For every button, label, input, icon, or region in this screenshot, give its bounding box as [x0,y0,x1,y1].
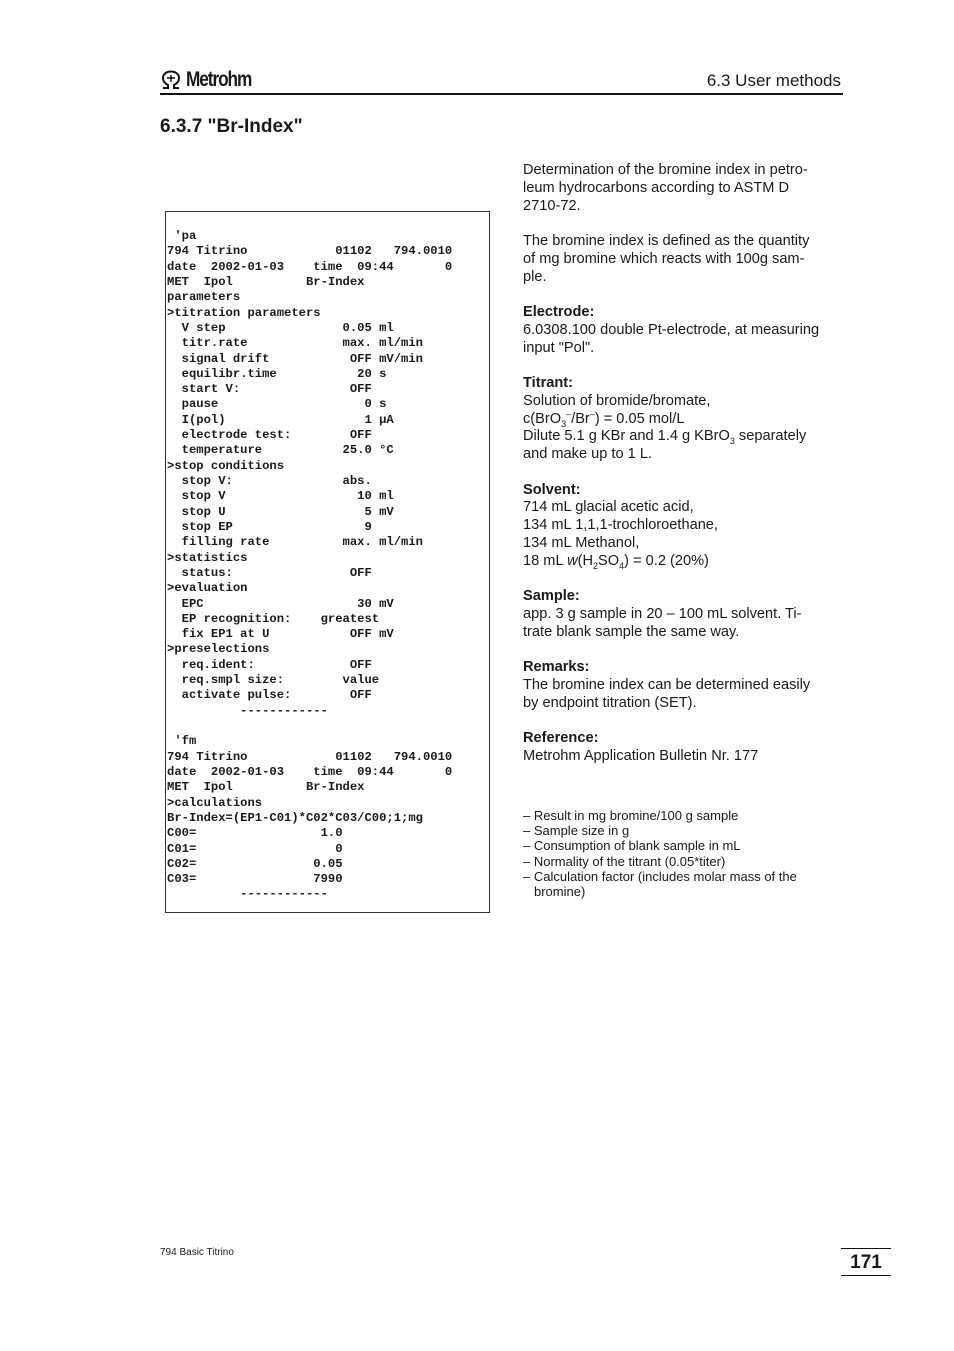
sample-line: trate blank sample the same way. [523,623,740,640]
solvent-line: 18 mL $w(H_2SO_4) = 0.2$ (20%) [523,552,709,571]
note-item: – Consumption of blank sample in mL [523,838,741,854]
definition-line: ple. [523,268,547,285]
reference-line: Metrohm Application Bulletin Nr. 177 [523,747,759,764]
calculation-notes [523,808,833,899]
titrant-line: and make up to 1 L. [523,446,652,463]
note-item: – Sample size in g [523,823,630,839]
page-number: 171 [841,1248,891,1276]
reference-heading: Reference: [523,730,599,747]
header-divider [160,93,843,95]
footer-doc-name: 794 Basic Titrino [160,1247,234,1258]
titrant-dilution: Dilute 5.1 g KBr and 1.4 g KBrO$_3$ separately [523,428,807,447]
titrant-concentration: c(BrO$_3$–/Br–) = 0.05 mol/L [523,408,685,429]
section-title: 6.3.7 "Br-Index" [160,116,303,137]
solvent-line: 714 mL glacial acetic acid, [523,499,694,516]
note-item: – Calculation factor (includes molar mass of the bromine) [523,868,797,900]
definition-line: The bromine index is defined as the quantity [523,232,810,249]
sample-line: app. 3 g sample in 20 – 100 mL solvent. Ti- [523,605,802,622]
electrode-line: 6.0308.100 double Pt-electrode, at measuring [523,321,820,338]
note-item: – Normality of the titrant (0.05*titer) [523,853,726,869]
electrode-heading: Electrode: [523,303,595,320]
method-description [523,162,848,766]
remarks-line: The bromine index can be determined easily [523,676,811,693]
intro-line: 2710-72. [523,197,581,214]
printout-box [165,211,490,913]
electrode-line: input "Pol". [523,339,595,356]
intro-line: Determination of the bromine index in petro- [523,162,808,178]
definition-line: of mg bromine which reacts with 100g sam- [523,250,805,267]
solvent-line: 134 mL Methanol, [523,534,640,551]
printout-listing: 'pa 794 Titrino 01102 794.0010 date 2002-01-03 time 09:44 0 MET Ipol Br-Index parameters >titration parameters V step 0.05 ml titr.rate max. ml/min signal drift OFF mV/min equilibr.time 20 s start V: OFF pause 0 s I(pol) 1 µA electrode test: OFF temperature 25.0 °C >stop conditions stop V: abs. stop V 10 ml stop U 5 mV stop EP 9 filling rate max. ml/min >statistics status: OFF >evaluation EPC 30 mV EP recognition: greatest fix EP1 at U OFF mV >preselections req.ident: OFF req.smpl size: value activate pulse: OFF ------------ 'fm 794 Titrino 01102 794.0010 date 2002-01-03 time 09:44 0 MET Ipol Br-Index >calculations Br-Index=(EP1-C01)*C02*C03/C00;1;mg C00= 1.0 C01= 0 C02= 0.05 C03= 7990 ------------ [167,229,453,902]
section-label: 6.3 User methods [706,71,841,90]
remarks-line: by endpoint titration (SET). [523,694,697,711]
logo-text: Metrohm [186,68,252,91]
intro-line: leum hydrocarbons according to ASTM D [523,179,790,196]
remarks-heading: Remarks: [523,659,590,676]
titrant-line: Solution of bromide/bromate, [523,392,711,409]
sample-heading: Sample: [523,588,580,605]
note-item: – Result in mg bromine/100 g sample [523,808,739,823]
metrohm-logo [160,68,266,92]
solvent-heading: Solvent: [523,481,581,498]
metrohm-omega-icon [160,70,182,90]
titrant-heading: Titrant: [523,374,573,391]
solvent-line: 134 mL 1,1,1-trochloroethane, [523,517,718,534]
